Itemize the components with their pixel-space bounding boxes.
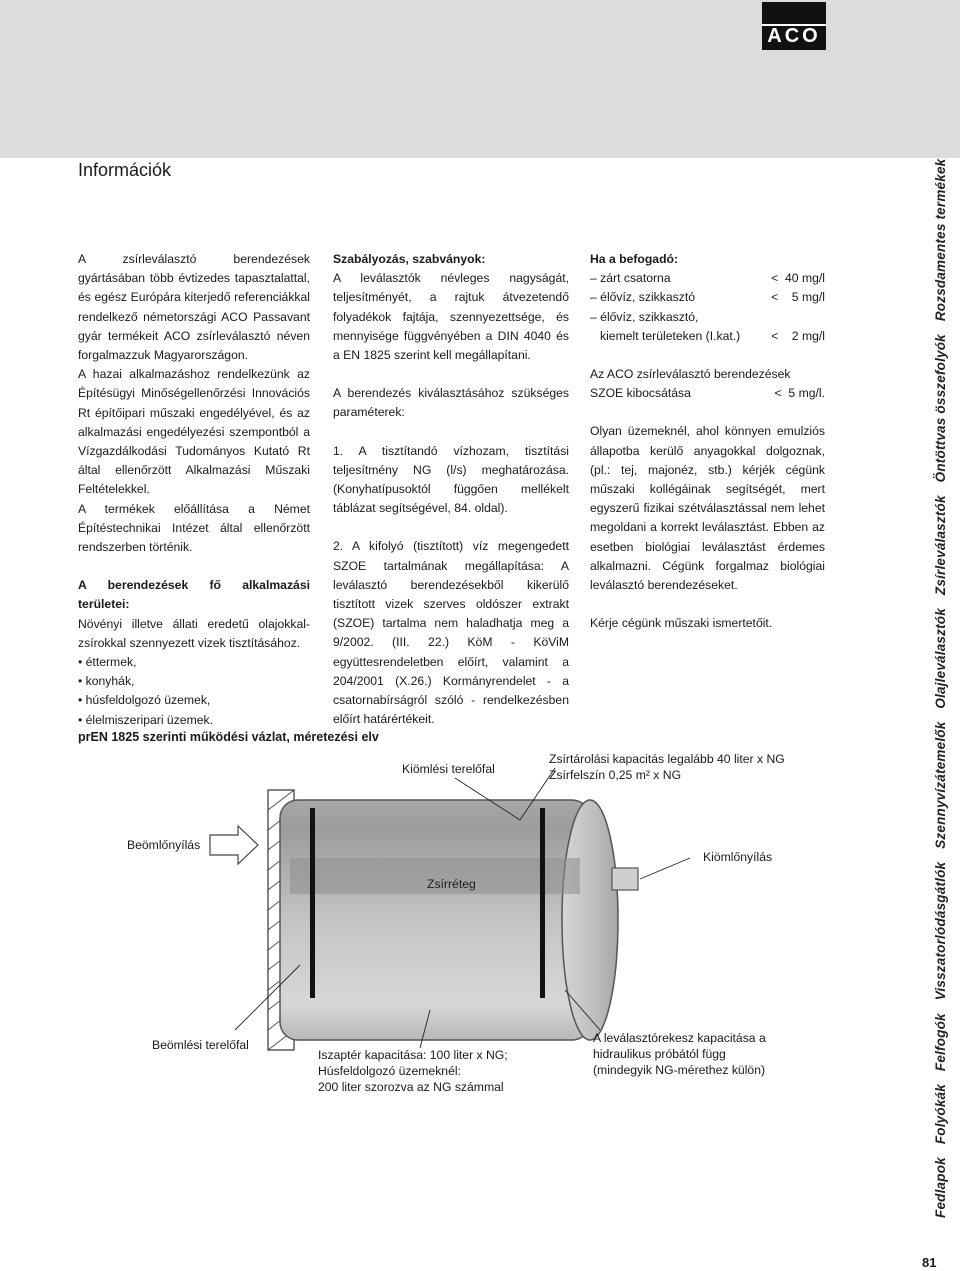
application-heading: A berendezések fő alkalmazási területei: xyxy=(78,578,310,612)
outlet-label: Kiömlőnyílás xyxy=(703,850,773,864)
fat-layer-label: Zsírréteg xyxy=(427,877,476,891)
side-nav-item-active[interactable]: Zsírleválasztók xyxy=(933,495,948,596)
parameter-2: 2. A kifolyó (tisztított) víz megengedett SZOE tartalmának megállapítása: A leválasztó berendezésekből kikerülő tisztított vizek szerves oldószer extrakt (SZOE) tartalma nem haladhatja meg a 9/2002. (III. 22.) KöM - KöViM együttesrendeletben előírt, valamint a 204/2001 (X.26.) Kormányrendelet - a csatornabírságról szóló - rendelkezésben előírt határértékeit. xyxy=(333,539,569,727)
inlet-arrow xyxy=(210,826,258,864)
inlet-label: Beömlőnyílás xyxy=(127,838,201,852)
regulation-paragraph: A leválasztók névleges nagyságát, teljesítményét, a rajtuk átvezetendő folyadékok fajtája, szennyezettsége, és mennyisége függvényében a DIN 4040 és a EN 1825 szerint kell megállapítani. xyxy=(333,271,569,363)
figure-title: prEN 1825 szerinti működési vázlat, méretezési elv xyxy=(78,730,379,744)
outlet-baffle-label: Kiömlési terelőfal xyxy=(402,762,495,776)
outlet-baffle xyxy=(540,808,545,998)
sludge-multiplier-label: 200 liter szorozva az NG számmal xyxy=(318,1080,504,1094)
outlet-pipe xyxy=(612,868,638,890)
list-item: • húsfeldolgozó üzemek, xyxy=(78,691,310,710)
approval-paragraph: A hazai alkalmazáshoz rendelkezünk az Építésügyi Minőségellenőrzési Innovációs Rt építőipari műszaki engedélyével, és az alkalmazási engedélyezési szempontból a Vízgazdálkodási Tudományos Kutató Rt által ellenőrzött Alkalmazási Műszaki Feltételekkel. xyxy=(78,367,310,497)
limit-label: – élővíz, szikkasztó, xyxy=(590,309,699,324)
grease-capacity-label: Zsírtárolási kapacitás legalább 40 liter x NG xyxy=(549,752,785,766)
chamber-capacity-label-3: (mindegyik NG-mérethez külön) xyxy=(593,1063,766,1077)
emission-label: SZOE kibocsátása xyxy=(590,386,691,401)
list-item: • éttermek, xyxy=(78,653,310,672)
emission-value: < 5 mg/l. xyxy=(774,386,825,401)
limit-value: < 5 mg/l xyxy=(771,290,825,305)
side-nav-item[interactable]: Visszatorlódásgátlók xyxy=(933,861,948,1001)
limit-value: < 40 mg/l xyxy=(771,271,825,286)
logo-text: ACO xyxy=(767,25,821,47)
side-nav-item[interactable]: Fedlapok xyxy=(933,1157,948,1218)
tank-end-cap xyxy=(562,800,618,1040)
side-nav-item[interactable]: Rozsdamentes termékek xyxy=(933,158,948,322)
grease-surface-label: Zsírfelszín 0,25 m² x NG xyxy=(549,768,682,782)
emission-line: Az ACO zsírleválasztó berendezések xyxy=(590,367,791,382)
limit-label: – élővíz, szikkasztó xyxy=(590,290,695,305)
list-item: • élelmiszeripari üzemek. xyxy=(78,711,310,730)
sludge-meat-label: Húsfeldolgozó üzemeknél: xyxy=(318,1064,461,1078)
parameter-1: 1. A tisztítandó vízhozam, tisztítási teljesítmény NG (l/s) meghatározása. (Konyhatípusoktól függően mellékelt táblázat segítségével, 84. oldal). xyxy=(333,443,569,516)
side-nav-item[interactable]: Szennyvízátemelők xyxy=(933,721,948,849)
list-item: • konyhák, xyxy=(78,672,310,691)
limit-label: – zárt csatorna xyxy=(590,271,671,286)
contact-paragraph: Kérje cégünk műszaki ismertetőit. xyxy=(590,616,773,631)
production-paragraph: A termékek előállítása a Német Építéstechnikai Intézet által ellenőrzött rendszerben történik. xyxy=(78,501,310,555)
side-nav-item[interactable]: Folyókák xyxy=(933,1084,948,1145)
side-nav-item[interactable]: Olajleválasztók xyxy=(933,608,948,709)
emulsion-paragraph: Olyan üzemeknél, ahol könnyen emulziós állapotba kerülő anyagokkal dolgoznak, (pl.: tej, majonéz, stb.) kérjék cégünk műszaki kollégáinak segítségét, mert egyszerű fizikai szétválasztással nem lehet megoldani a korrekt leválasztást. Ebben az esetben biológiai leválasztást érdemes alkalmazni. Cégünk forgalmaz biológiai leválasztó berendezéseket. xyxy=(590,424,825,593)
side-nav-item[interactable]: Felfogók xyxy=(933,1013,948,1072)
inlet-baffle xyxy=(310,808,315,998)
limit-label: kiemelt területeken (I.kat.) xyxy=(600,328,741,343)
recipient-heading: Ha a befogadó: xyxy=(590,252,679,266)
page-title: Információk xyxy=(78,160,172,180)
page-number: 81 xyxy=(922,1255,937,1270)
application-paragraph: Növényi illetve állati eredetű olajokkal-zsírokkal szennyezett vizek tisztításához. xyxy=(78,616,310,650)
chamber-capacity-label-1: A leválasztórekesz kapacitása a xyxy=(593,1031,766,1045)
regulation-heading: Szabályozás, szabványok: xyxy=(333,252,486,266)
intro-paragraph: A zsírleválasztó berendezések gyártásában több évtizedes tapasztalattal, és egész Európára kiterjedő referenciákkal rendelkező németországi ACO Passavant gyár termékeit ACO zsírleválasztó néven forgalmazzuk Magyarországon. xyxy=(78,252,310,363)
sludge-capacity-label: Iszaptér kapacitása: 100 liter x NG; xyxy=(318,1048,508,1062)
parameters-paragraph: A berendezés kiválasztásához szükséges paraméterek: xyxy=(333,386,569,420)
chamber-capacity-label-2: hidraulikus próbától függ xyxy=(593,1047,726,1061)
side-category-nav xyxy=(933,158,955,1218)
limit-value: < 2 mg/l xyxy=(771,328,825,343)
inlet-baffle-label: Beömlési terelőfal xyxy=(152,1038,249,1052)
side-nav-item[interactable]: Öntöttvas összefolyók xyxy=(933,334,948,483)
